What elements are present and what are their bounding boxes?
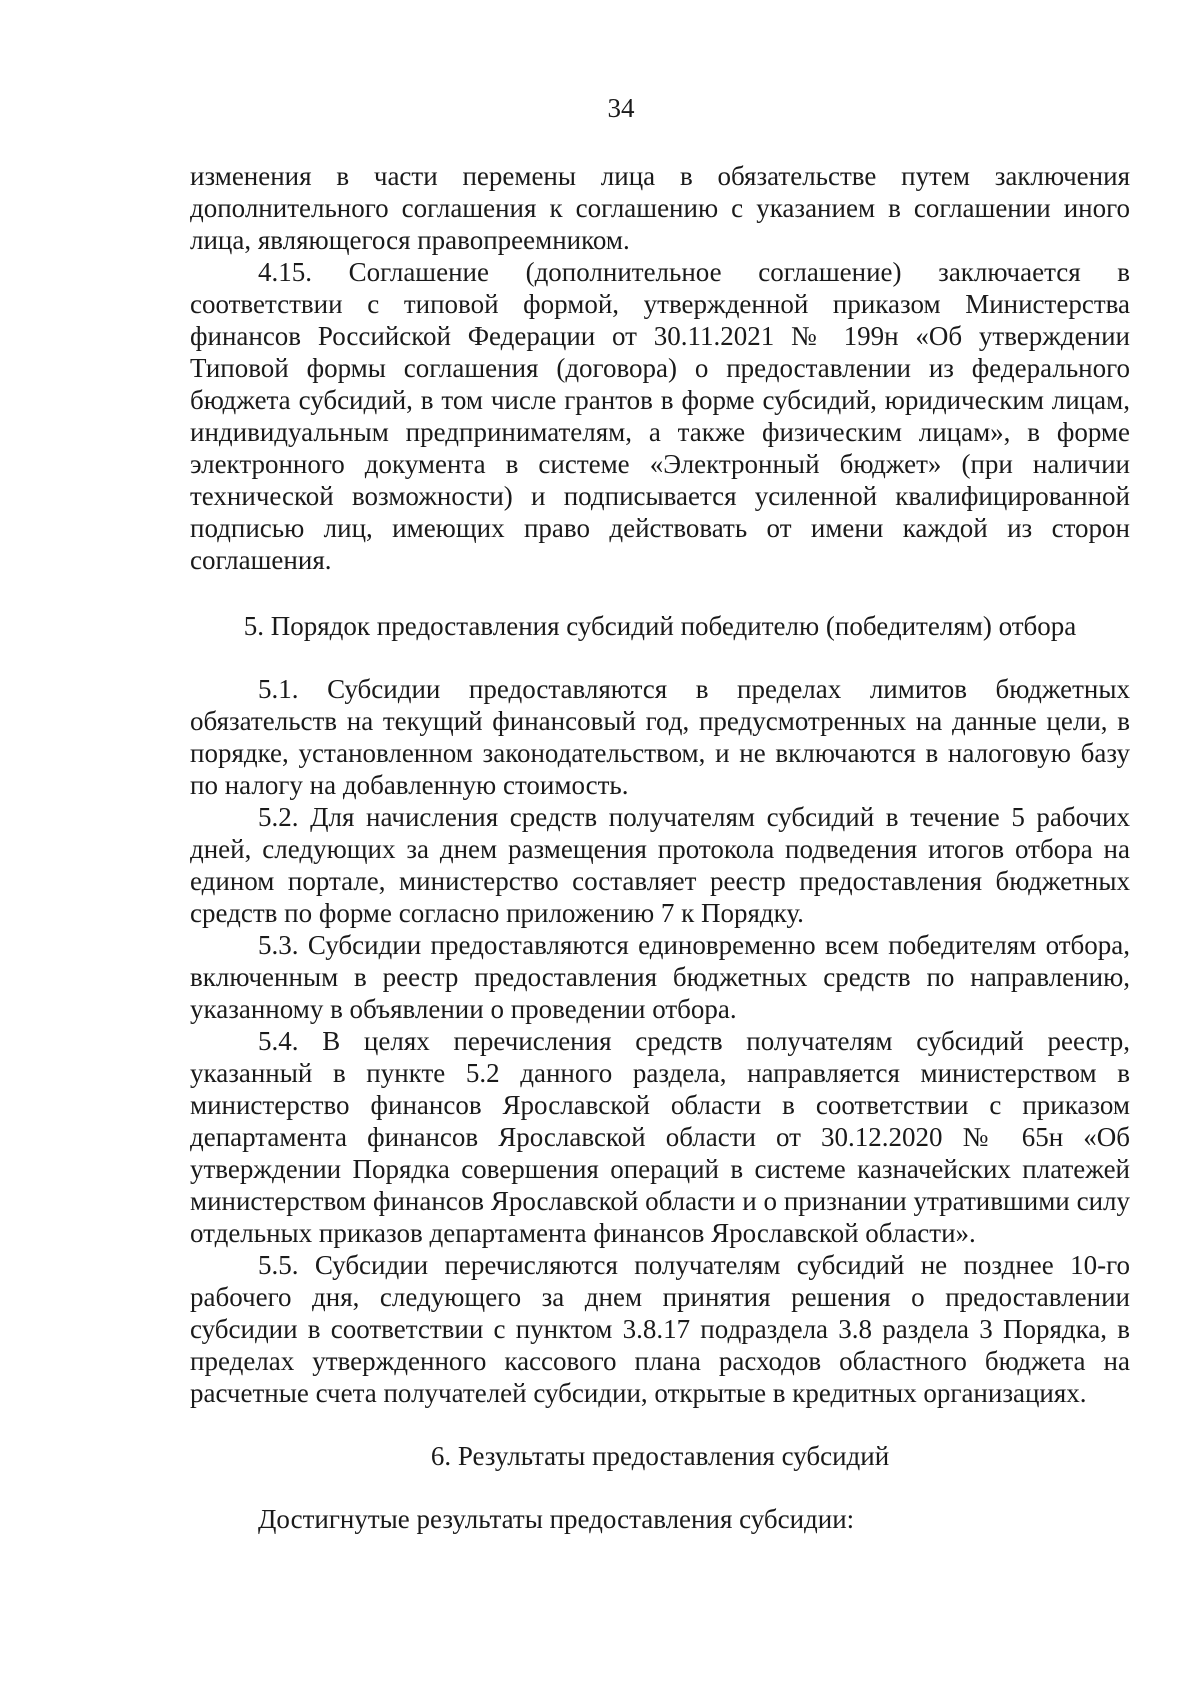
paragraph-5-4: 5.4. В целях перечисления средств получателям субсидий реестр, указанный в пункте 5.2 данного раздела, направляется министерством в министерство финансов Ярославской области в соответствии с приказом департамента финансов Ярославской области от 30.12.2020 № 65н «Об утверждении Порядка совершения операций в системе казначейских платежей министерством финансов Ярославской области и о признании утратившими силу отдельных приказов департамента финансов Ярославской области». xyxy=(190,1026,1130,1248)
page-number: 34 xyxy=(607,93,635,123)
paragraph-6-intro: Достигнутые результаты предоставления субсидии: xyxy=(258,1504,855,1534)
paragraph-5-1: 5.1. Субсидии предоставляются в пределах лимитов бюджетных обязательств на текущий финансовый год, предусмотренных на данные цели, в порядке, установленном законодательством, и не включаются в налоговую базу по налогу на добавленную стоимость. xyxy=(190,674,1130,800)
paragraph-4-15: 4.15. Соглашение (дополнительное соглашение) заключается в соответствии с типовой формой, утвержденной приказом Министерства финансов Российской Федерации от 30.11.2021 № 199н «Об утверждении Типовой формы соглашения (договора) о предоставлении из федерального бюджета субсидий, в том числе грантов в форме субсидий, юридическим лицам, индивидуальным предпринимателям, а также физическим лицам», в форме электронного документа в системе «Электронный бюджет» (при наличии технической возможности) и подписывается усиленной квалифицированной подписью лиц, имеющих право действовать от имени каждой из сторон соглашения. xyxy=(190,257,1130,575)
section-6-heading: 6. Результаты предоставления субсидий xyxy=(430,1441,890,1471)
paragraph-5-2: 5.2. Для начисления средств получателям субсидий в течение 5 рабочих дней, следующих за днем размещения протокола подведения итогов отбора на едином портале, министерство составляет реестр предоставления бюджетных средств по форме согласно приложению 7 к Порядку. xyxy=(190,802,1130,928)
document-body xyxy=(190,160,1130,1535)
section-5-heading: 5. Порядок предоставления субсидий победителю (победителям) отбора xyxy=(243,611,1077,641)
paragraph-4-14-continuation: изменения в части перемены лица в обязательстве путем заключения дополнительного соглашения к соглашению с указанием в соглашении иного лица, являющегося правопреемником. xyxy=(190,161,1130,255)
paragraph-5-3: 5.3. Субсидии предоставляются единовременно всем победителям отбора, включенным в реестр предоставления бюджетных средств по направлению, указанному в объявлении о проведении отбора. xyxy=(190,930,1130,1024)
paragraph-5-5: 5.5. Субсидии перечисляются получателям субсидий не позднее 10-го рабочего дня, следующего за днем принятия решения о предоставлении субсидии в соответствии с пунктом 3.8.17 подраздела 3.8 раздела 3 Порядка, в пределах утвержденного кассового плана расходов областного бюджета на расчетные счета получателей субсидии, открытые в кредитных организациях. xyxy=(190,1250,1130,1408)
